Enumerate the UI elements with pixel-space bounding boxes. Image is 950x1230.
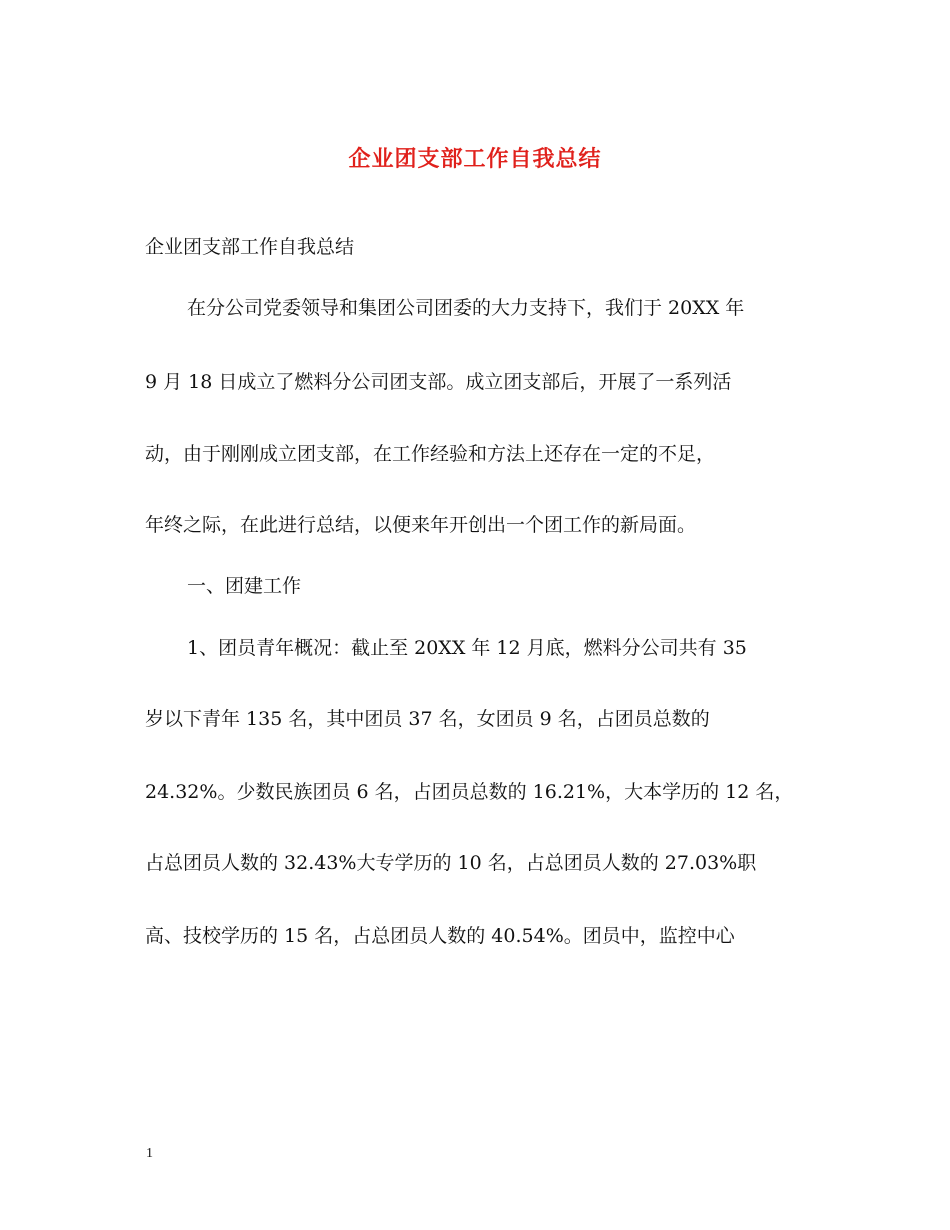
document-title: 企业团支部工作自我总结 bbox=[348, 146, 602, 172]
document-subtitle: 企业团支部工作自我总结 bbox=[145, 236, 355, 258]
paragraph-2-line-1: 1、团员青年概况：截止至 20XX 年 12 月底，燃料分公司共有 35 bbox=[187, 637, 747, 659]
paragraph-2-line-2: 岁以下青年 135 名，其中团员 37 名，女团员 9 名，占团员总数的 bbox=[145, 708, 710, 730]
section-heading: 一、团建工作 bbox=[187, 575, 302, 597]
page-number: 1 bbox=[146, 1146, 153, 1161]
paragraph-2-line-4: 占总团员人数的 32.43%大专学历的 10 名，占总团员人数的 27.03%职 bbox=[145, 852, 757, 874]
paragraph-1-line-4: 年终之际，在此进行总结，以便来年开创出一个团工作的新局面。 bbox=[145, 514, 697, 536]
paragraph-1-line-1: 在分公司党委领导和集团公司团委的大力支持下，我们于 20XX 年 bbox=[187, 297, 745, 319]
paragraph-2-line-5: 高、技校学历的 15 名，占总团员人数的 40.54%。团员中，监控中心 bbox=[145, 925, 735, 947]
paragraph-2-line-3: 24.32%。少数民族团员 6 名，占团员总数的 16.21%，大本学历的 12 名， bbox=[145, 781, 794, 803]
paragraph-1-line-3: 动，由于刚刚成立团支部，在工作经验和方法上还存在一定的不足， bbox=[145, 443, 716, 465]
paragraph-1-line-2: 9 月 18 日成立了燃料分公司团支部。成立团支部后，开展了一系列活 bbox=[145, 371, 732, 393]
